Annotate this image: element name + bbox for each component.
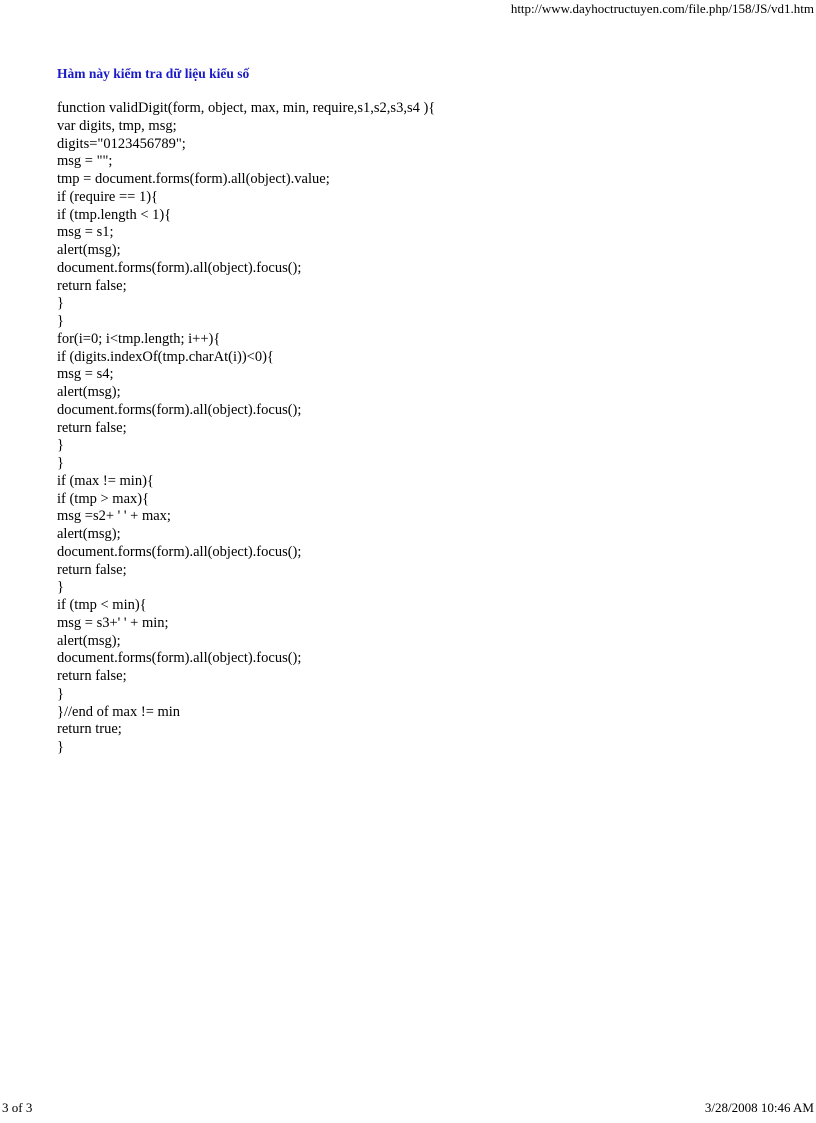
code-line: if (tmp > max){: [57, 490, 150, 507]
code-line: }: [57, 739, 64, 755]
code-line: }: [57, 313, 64, 329]
code-line: msg = s3+' ' + min;: [57, 614, 169, 631]
page-number: 3 of 3: [2, 1100, 33, 1115]
code-line: return false;: [57, 668, 127, 684]
page-heading: Hàm này kiểm tra dữ liệu kiểu số: [57, 66, 250, 81]
code-line: document.forms(form).all(object).focus();: [57, 650, 302, 667]
code-line: for(i=0; i<tmp.length; i++){: [57, 330, 221, 347]
code-line: msg = s4;: [57, 366, 114, 383]
code-line: return false;: [57, 561, 127, 578]
code-line: msg = s1;: [57, 224, 114, 241]
code-line: }//end of max != min: [57, 703, 181, 720]
code-line: document.forms(form).all(object).focus();: [57, 543, 302, 560]
code-line: document.forms(form).all(object).focus();: [57, 401, 302, 418]
code-listing: [57, 100, 435, 757]
code-line: return false;: [57, 277, 127, 294]
code-line: }: [57, 455, 64, 471]
print-timestamp: 3/28/2008 10:46 AM: [704, 1100, 814, 1115]
code-line: msg =s2+ ' ' + max;: [57, 508, 171, 525]
code-line: if (tmp.length < 1){: [57, 206, 172, 223]
code-line: }: [57, 295, 64, 312]
code-line: function validDigit(form, object, max, min, require,s1,s2,s3,s4 ){: [57, 100, 436, 116]
code-line: }: [57, 685, 64, 702]
code-line: alert(msg);: [57, 384, 121, 400]
code-line: msg = "";: [57, 153, 113, 170]
code-line: document.forms(form).all(object).focus();: [57, 259, 302, 276]
code-line: if (tmp < min){: [57, 597, 147, 613]
code-line: }: [57, 579, 64, 596]
code-line: if (require == 1){: [57, 188, 159, 205]
code-line: alert(msg);: [57, 632, 121, 649]
code-line: var digits, tmp, msg;: [57, 117, 177, 134]
code-line: digits="0123456789";: [57, 135, 186, 152]
code-line: return true;: [57, 721, 122, 738]
code-line: alert(msg);: [57, 526, 121, 542]
code-line: if (digits.indexOf(tmp.charAt(i))<0){: [57, 348, 274, 365]
code-line: if (max != min){: [57, 472, 154, 489]
code-line: tmp = document.forms(form).all(object).value;: [57, 171, 330, 187]
print-header-url: http://www.dayhoctructuyen.com/file.php/158/JS/vd1.htm: [510, 1, 814, 16]
code-line: return false;: [57, 419, 127, 436]
code-line: alert(msg);: [57, 242, 121, 258]
code-line: }: [57, 437, 64, 454]
